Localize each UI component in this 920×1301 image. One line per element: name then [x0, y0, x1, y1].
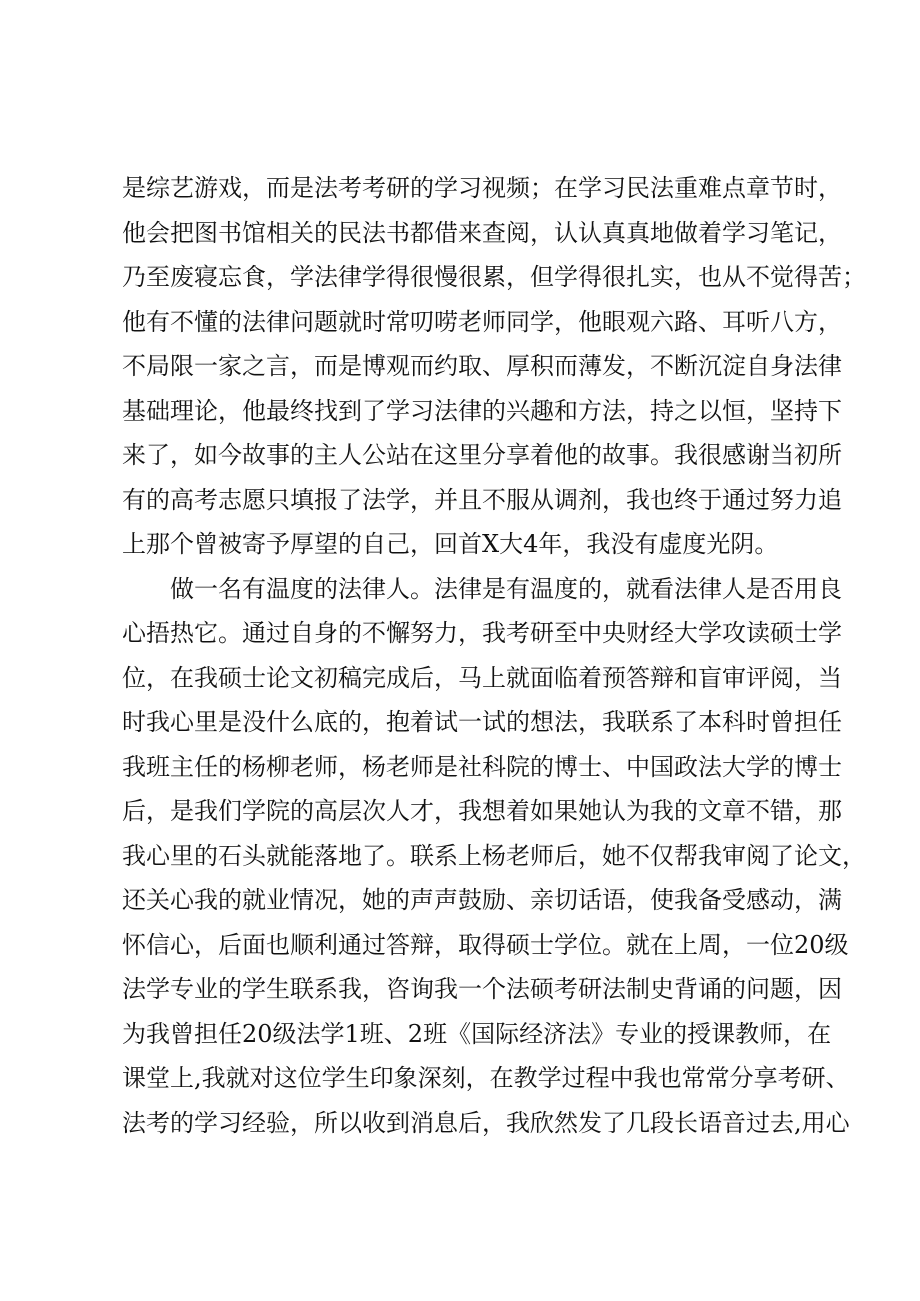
text-line: 上那个曾被寄予厚望的自己，回首X大4年，我没有虚度光阴。 — [122, 530, 779, 558]
text-line: 我心里的石头就能落地了。联系上杨老师后，她不仅帮我审阅了论文， — [122, 841, 866, 870]
text-line: 他会把图书馆相关的民法书都借来查阅，认认真真地做着学习笔记， — [122, 218, 842, 247]
text-line: 法学专业的学生联系我，咨询我一个法硕考研法制史背诵的问题，因 — [122, 975, 842, 1003]
text-line: 怀信心，后面也顺利通过答辩，取得硕士学位。就在上周，一位20级 — [122, 930, 849, 959]
text-line: 不局限一家之言，而是博观而约取、厚积而薄发，不断沉淀自身法律 — [122, 352, 842, 380]
text-line: 还关心我的就业情况，她的声声鼓励、亲切话语，使我备受感动，满 — [122, 886, 842, 914]
text-line: 做一名有温度的法律人。法律是有温度的，就看法律人是否用良 — [170, 574, 842, 603]
text-line: 法考的学习经验，所以收到消息后，我欣然发了几段长语音过去,用心 — [122, 1108, 850, 1137]
text-line: 基础理论，他最终找到了学习法律的兴趣和方法，持之以恒，坚持下 — [122, 396, 842, 425]
text-line: 为我曾担任20级法学1班、2班《国际经济法》专业的授课教师，在 — [122, 1019, 832, 1048]
text-line: 位，在我硕士论文初稿完成后，马上就面临着预答辩和盲审评阅，当 — [122, 663, 842, 692]
document-body — [122, 166, 866, 1145]
text-line: 是综艺游戏，而是法考考研的学习视频；在学习民法重难点章节时， — [122, 174, 842, 202]
text-line: 乃至废寝忘食，学法律学得很慢很累，但学得很扎实，也从不觉得苦； — [122, 263, 866, 291]
text-line: 后，是我们学院的高层次人才，我想着如果她认为我的文章不错，那 — [122, 797, 842, 825]
text-line: 课堂上,我就对这位学生印象深刻，在教学过程中我也常常分享考研、 — [122, 1064, 850, 1092]
text-line: 心捂热它。通过自身的不懈努力，我考研至中央财经大学攻读硕士学 — [122, 619, 842, 647]
text-line: 他有不懂的法律问题就时常叨唠老师同学，他眼观六路、耳听八方， — [122, 307, 842, 336]
text-line: 来了，如今故事的主人公站在这里分享着他的故事。我很感谢当初所 — [122, 441, 842, 469]
text-line: 有的高考志愿只填报了法学，并且不服从调剂，我也终于通过努力追 — [122, 485, 842, 514]
paragraph-2 — [122, 567, 866, 1146]
paragraph-1 — [122, 166, 866, 567]
text-line: 时我心里是没什么底的，抱着试一试的想法，我联系了本科时曾担任 — [122, 708, 842, 736]
text-line: 我班主任的杨柳老师，杨老师是社科院的博士、中国政法大学的博士 — [122, 752, 842, 781]
